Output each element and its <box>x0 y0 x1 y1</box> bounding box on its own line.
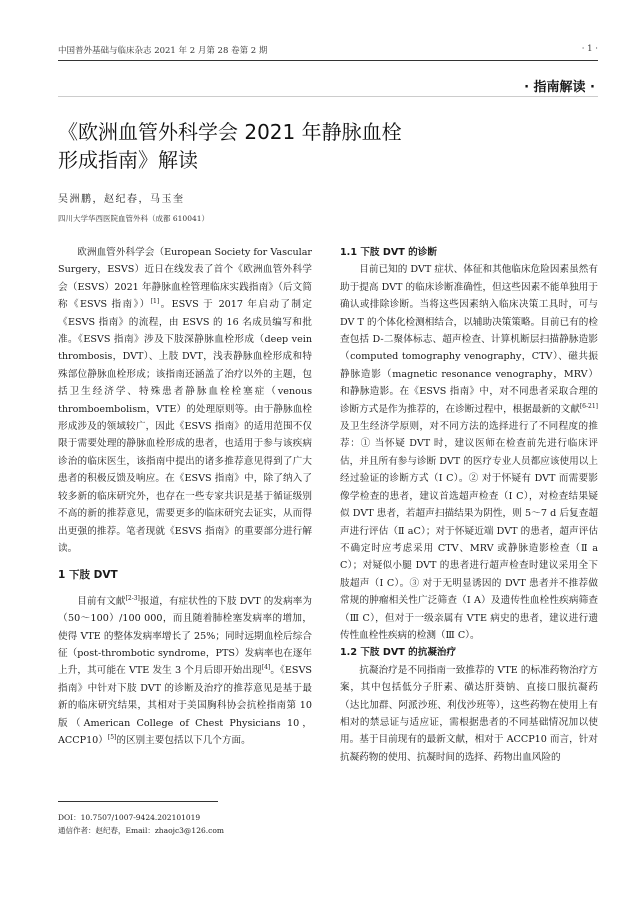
sub11-text-b: 及卫生经济学原则，对不同方法的选择进行了不同程度的推荐：① 当怀疑 DVT 时，建议医师在检查前先进行临床评估，并且所有参与诊断 DVT 的医疗专业人员都应该使用以上经过验证的诊断方式（Ⅰ C）。② 对于怀疑有 DVT 而需要影像学检查的患者，建议首选超声检查（Ⅰ C），对检查结果疑似 DVT 患者，若超声扫描结果为阴性，则 5～7 d 后复查超声进行评估（Ⅱ aC）；对于怀疑近端 DVT 的患者，超声评估不确定时应考虑采用 CTV、MRV 或静脉造影检查（Ⅱ a C）；对疑似小腿 DVT 的患者进行超声检查时建议采用全下肢超声（Ⅰ C）。③ 对于无明显诱因的 DVT 患者并不推荐做常规的肿瘤相关性广泛筛查（Ⅰ A）及遗传性血栓性疾病筛查（Ⅲ C），但对于一级亲属有 VTE 病史的患者，建议进行遗传性血栓性疾病的检测（Ⅲ C）。 <box>340 421 598 641</box>
intro-text: 欧洲血管外科学会（European Society for Vascular Surgery，ESVS）近日在线发表了首个《欧洲血管外科学会（ESVS）2021 年静脉血栓管理临床实践指南》（后文简称《ESVS 指南》） <box>58 247 312 311</box>
section1-text-d: 的区别主要包括以下几个方面。 <box>116 734 251 746</box>
section1-text-a: 目前有文献 <box>77 595 126 607</box>
subsection-heading: 1.1 下肢 DVT 的诊断 <box>340 247 437 258</box>
journal-citation: 中国普外基础与临床杂志 2021 年 2 月第 28 卷第 2 期 <box>58 46 268 56</box>
author-list: 吴洲鹏，赵纪春，马玉奎 <box>58 194 185 205</box>
sub11-text-a: 目前已知的 DVT 症状、体征和其他临床危险因素虽然有助于提高 DVT 的临床诊断准确性，但这些因素不能单独用于确认或排除诊断。当将这些因素纳入临床决策工具时，可与 DV T 的个体化检测相结合，以辅助决策策略。目前已有的检查包括 D-二聚体标志、超声检查、计算机断层扫描静脉造影（computed tomography venography，CTV）、磁共振静脉造影（magnetic resonance venography，MRV）和静脉造影。在《ESVS 指南》中，对不同患者采取合理的诊断方式是作为推荐的，在诊断过程中，根据最新的文献 <box>340 264 598 415</box>
column-tag-rule <box>58 96 598 97</box>
subsection-heading: 1.2 下肢 DVT 的抗凝治疗 <box>340 647 457 659</box>
footnote-rule <box>58 801 218 802</box>
subsection-1-2-paragraph: 抗凝治疗是不同指南一致推荐的 VTE 的标准药物治疗方案，其中包括低分子肝素、磺达肝葵钠、直接口服抗凝药（达比加群、阿派沙班、利伐沙班等），这些药物在使用上有相对的禁忌证与适应证，需根据患者的不同基础情况加以使用。基于目前现有的最新文献，相对于 ACCP10 而言，针对抗凝药物的使用、抗凝时间的选择、药物出血风险的 <box>340 664 598 763</box>
citation-ref: [6-21] <box>579 402 599 410</box>
section1-text-c: 。《ESVS 指南》中针对下肢 DVT 的诊断及治疗的推荐意见是基于最新的临床研究结果，其相对于美国胸科协会抗栓指南第 10 版（American College of Chest Physicians 10，ACCP10） <box>58 665 313 746</box>
header-rule <box>58 60 598 61</box>
page-number: · 1 · <box>581 44 598 54</box>
title-line-1: 《欧洲血管外科学会 2021 年静脉血栓 <box>58 120 402 144</box>
title-line-2: 形成指南》解读 <box>58 148 198 172</box>
corresponding-author: 通信作者：赵纪春，Email：zhaojc3@126.com <box>58 826 224 835</box>
doi: DOI：10.7507/1007-9424.202101019 <box>58 813 201 822</box>
section-heading: 1 下肢 DVT <box>58 569 118 582</box>
citation-ref: [4] <box>261 664 271 672</box>
column-tag: · 指南解读 · <box>524 80 595 95</box>
running-head <box>58 44 598 56</box>
section1-paragraph <box>58 593 312 750</box>
intro-text-rest: 。ESVS 于 2017 年启动了制定《ESVS 指南》的流程，由 ESVS 的 16 名成员编写和批准。《ESVS 指南》涉及下肢深静脉血栓形成（deep vein thrombosis，DVT）、上肢 DVT，浅表静脉血栓形成和特殊部位静脉血栓形成；该指南还涵盖了治疗以外的主题，包括卫生经济学、特殊患者静脉血栓栓塞症（venous thromboembolism，VTE）的处理原则等。由于静脉血栓形成涉及的领域较广，因此《ESVS 指南》的适用范围不仅限于需要处理的静脉血栓形成的患者，也适用于参与该疾病诊治的临床医生，该指南中提出的诸多推荐意见得到了广大患者的积极反馈及响应。在《ESVS 指南》中，除了纳入了较多新的临床研究外，也存在一些专家共识是基于循证级别不高的新的推荐意见，需要更多的临床研究去证实，从而得出更强的推荐。笔者现就《ESVS 指南》的重要部分进行解读。 <box>58 299 313 554</box>
citation-ref: [2-3] <box>125 594 140 602</box>
right-column <box>340 244 598 766</box>
section1-text-b: 报道，有症状性的下肢 DVT 的发病率为（50～100）/100 000，而且随着肺栓塞发病率的增加，使得 VTE 的整体发病率增长了 25%；同时远期血栓后综合征（post-thrombotic syndrome，PTS）发病率也在逐年上升，其可能在 VTE 发生 3 个月后即开始出现 <box>58 595 312 677</box>
left-column <box>58 244 312 749</box>
citation-ref: [5] <box>107 733 117 741</box>
subsection-1-1-paragraph <box>340 261 598 644</box>
intro-paragraph <box>58 244 312 557</box>
citation-ref: [1] <box>150 298 160 306</box>
article-title <box>58 118 488 174</box>
affiliation: 四川大学华西医院血管外科（成都 610041） <box>58 214 210 223</box>
